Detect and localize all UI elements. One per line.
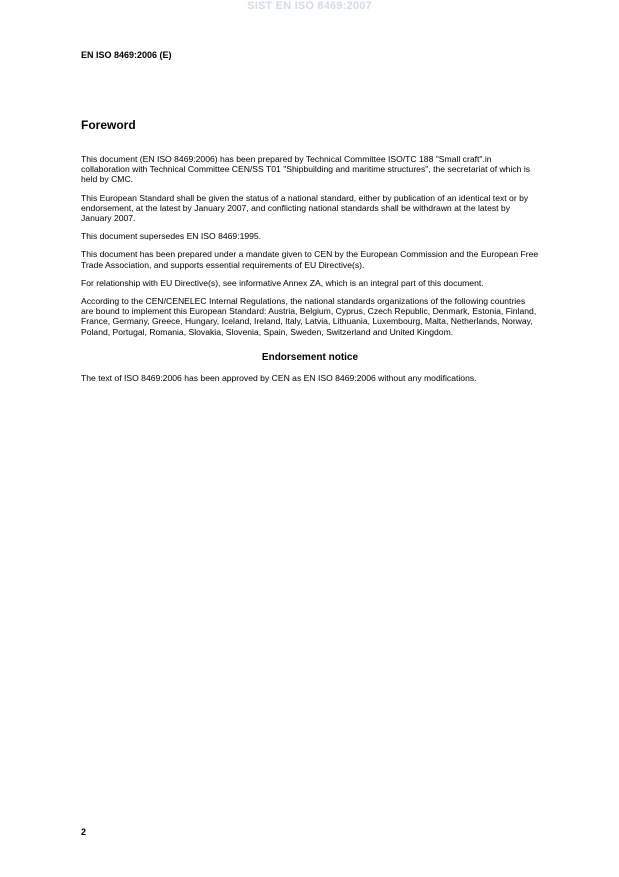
document-body	[81, 154, 539, 391]
document-id: EN ISO 8469:2006 (E)	[81, 50, 172, 60]
foreword-paragraph: This document has been prepared under a mandate given to CEN by the European Commission and the European Free Trade Association, and supports essential requirements of EU Directive(s).	[81, 249, 539, 270]
endorsement-heading: Endorsement notice	[261, 351, 359, 363]
foreword-paragraph: This document supersedes EN ISO 8469:1995.	[81, 231, 262, 242]
foreword-paragraph: This European Standard shall be given the status of a national standard, either by publication of an identical text or by endorsement, at the latest by January 2007, and conflicting national standards shall be withdrawn at the latest by January 2007.	[81, 192, 529, 224]
page-number: 2	[81, 827, 87, 837]
watermark: SIST EN ISO 8469:2007	[247, 0, 372, 12]
foreword-heading: Foreword	[81, 118, 136, 132]
foreword-paragraph: According to the CEN/CENELEC Internal Regulations, the national standards organizations of the following countries are bound to implement this European Standard: Austria, Belgium, Cyprus, Czech Republic, Denmark, Estonia, Finland, France, Germany, Greece, Hungary, Iceland, Ireland, Italy, Latvia, Lithuania, Luxembourg, Malta, Netherlands, Norway, Poland, Portugal, Romania, Slovakia, Slovenia, Spain, Sweden, Switzerland and United Kingdom.	[81, 296, 537, 337]
endorsement-text: The text of ISO 8469:2006 has been approved by CEN as EN ISO 8469:2006 without any modifications.	[81, 373, 477, 384]
foreword-paragraph: For relationship with EU Directive(s), see informative Annex ZA, which is an integral part of this document.	[81, 277, 484, 288]
foreword-paragraph: This document (EN ISO 8469:2006) has been prepared by Technical Committee ISO/TC 188 "Small craft".in collaboration with Technical Committee CEN/SS T01 "Shipbuilding and maritime structures", the secretariat of which is held by CMC.	[81, 154, 531, 185]
